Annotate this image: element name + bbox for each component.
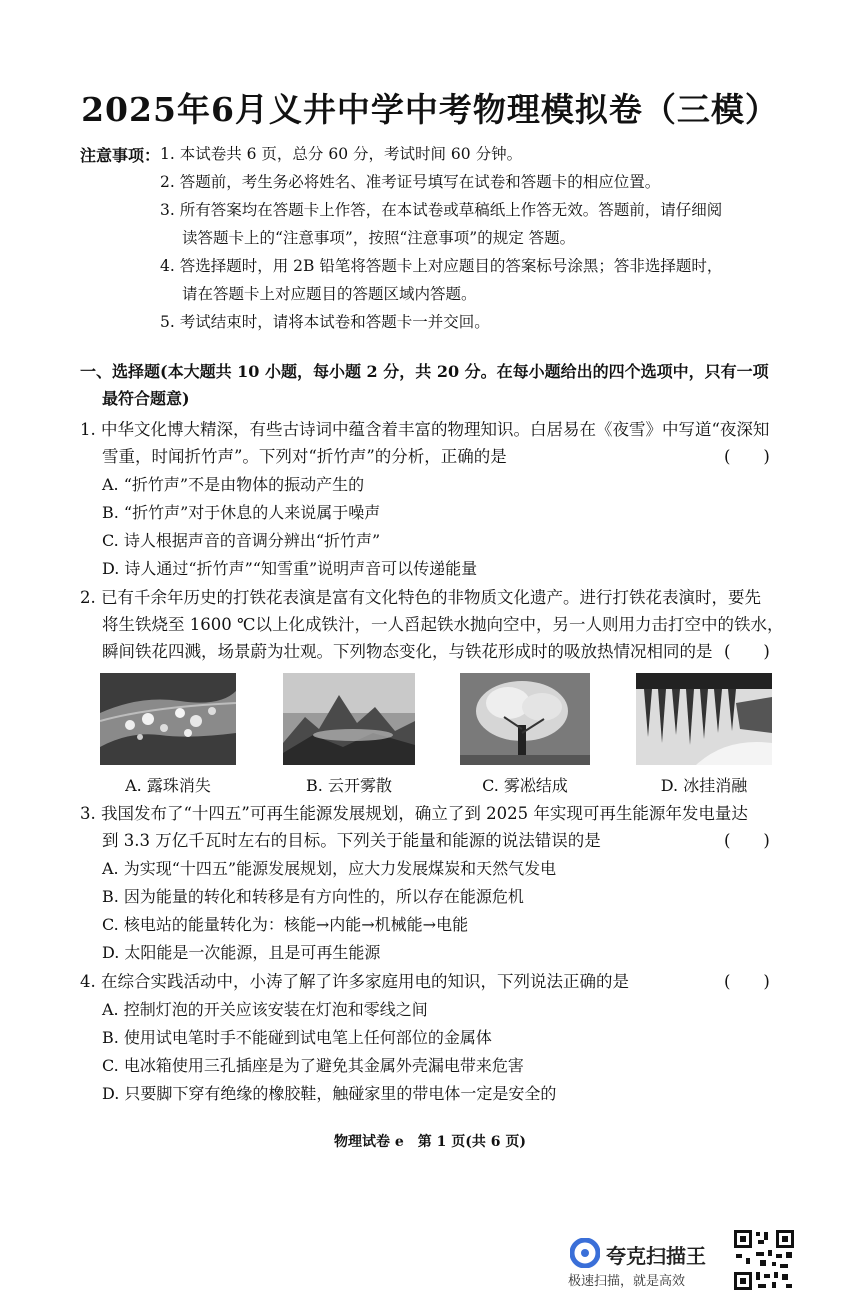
notice-heading: 注意事项： xyxy=(80,146,161,165)
answer-bracket-4: ( ) xyxy=(724,972,770,991)
q4-option-b: B. 使用试电笔时手不能碰到试电笔上任何部位的金属体 xyxy=(102,1028,492,1047)
page-footer: 物理试卷 e 第 1 页(共 6 页) xyxy=(333,1134,526,1150)
q2-option-a: A. 露珠消失 xyxy=(125,776,211,795)
notice-line-3b: 读答题卡上的“注意事项”，按照“注意事项”的规定 答题。 xyxy=(182,229,576,247)
section-heading-line-1: 一、选择题(本大题共 10 小题，每小题 2 分，共 20 分。在每小题给出的四个选项中，只有一项 xyxy=(80,362,769,381)
icicle-photo xyxy=(636,673,772,765)
q2-option-c: C. 雾凇结成 xyxy=(482,776,568,795)
question-3-line-2: 到 3.3 万亿千瓦时左右的目标。下列关于能量和能源的说法错误的是 xyxy=(102,831,601,850)
section-heading-line-2: 最符合题意) xyxy=(102,389,190,408)
question-3-line-1: 3. 我国发布了“十四五”可再生能源发展规划，确立了到 2025 年实现可再生能源年发电量达 xyxy=(80,804,748,823)
q1-option-c: C. 诗人根据声音的音调分辨出“折竹声” xyxy=(102,531,381,550)
qr-code-icon xyxy=(732,1228,796,1292)
notice-line-1: 1. 本试卷共 6 页，总分 60 分，考试时间 60 分钟。 xyxy=(160,145,523,163)
q2-option-b: B. 云开雾散 xyxy=(306,776,392,795)
question-1 xyxy=(80,416,790,470)
notice-line-5: 5. 考试结束时，请将本试卷和答题卡一并交回。 xyxy=(160,313,490,331)
question-2-line-3: 瞬间铁花四溅，场景蔚为壮观。下列物态变化，与铁花形成时的吸放热情况相同的是 xyxy=(102,642,713,661)
scanner-brand-slogan: 极速扫描，就是高效 xyxy=(568,1274,686,1289)
q1-option-d: D. 诗人通过“折竹声”“知雪重”说明声音可以传递能量 xyxy=(102,559,478,578)
scanner-watermark xyxy=(566,1236,731,1292)
q1-option-a: A. “折竹声”不是由物体的振动产生的 xyxy=(102,475,365,494)
answer-bracket-3: ( ) xyxy=(724,831,770,850)
q2-option-d: D. 冰挂消融 xyxy=(660,776,748,795)
question-4 xyxy=(80,968,720,995)
section-heading xyxy=(80,358,782,412)
q4-option-c: C. 电冰箱使用三孔插座是为了避免其金属外壳漏电带来危害 xyxy=(102,1056,524,1075)
notice-line-4b: 请在答题卡上对应题目的答题区域内答题。 xyxy=(182,285,477,303)
question-4-line-1: 4. 在综合实践活动中，小涛了解了许多家庭用电的知识，下列说法正确的是 xyxy=(80,972,629,991)
question-2 xyxy=(80,584,790,665)
q4-option-a: A. 控制灯泡的开关应该安装在灯泡和零线之间 xyxy=(102,1000,428,1019)
q3-option-a: A. 为实现“十四五”能源发展规划，应大力发展煤炭和天然气发电 xyxy=(102,859,557,878)
q4-option-d: D. 只要脚下穿有绝缘的橡胶鞋，触碰家里的带电体一定是安全的 xyxy=(102,1084,557,1103)
q3-option-b: B. 因为能量的转化和转移是有方向性的，所以存在能源危机 xyxy=(102,887,524,906)
q3-option-d: D. 太阳能是一次能源，且是可再生能源 xyxy=(102,943,381,962)
question-2-line-1: 2. 已有千余年历史的打铁花表演是富有文化特色的非物质文化遗产。进行打铁花表演时，要先 xyxy=(80,588,761,607)
q3-option-c: C. 核电站的能量转化为：核能→内能→机械能→电能 xyxy=(102,915,469,934)
notice-line-2: 2. 答题前，考生务必将姓名、准考证号填写在试卷和答题卡的相应位置。 xyxy=(160,173,661,191)
question-3 xyxy=(80,800,790,854)
rime-tree-photo xyxy=(460,673,590,765)
cloud-mountain-photo xyxy=(283,673,415,765)
page-title: 2025年6月义井中学中考物理模拟卷（三模） xyxy=(81,90,779,129)
dew-photo xyxy=(100,673,236,765)
notice-line-4: 4. 答选择题时，用 2B 铅笔将答题卡上对应题目的答案标号涂黑；答非选择题时， xyxy=(160,257,723,275)
question-1-line-2: 雪重，时闻折竹声”。下列对“折竹声”的分析，正确的是 xyxy=(102,447,507,466)
scanner-logo-icon xyxy=(570,1238,600,1268)
question-2-line-2: 将生铁烧至 1600 ℃以上化成铁汁，一人舀起铁水抛向空中，另一人则用力击打空中的铁水， xyxy=(102,615,784,634)
answer-bracket-1: ( ) xyxy=(724,447,770,466)
question-1-line-1: 1. 中华文化博大精深，有些古诗词中蕴含着丰富的物理知识。白居易在《夜雪》中写道“夜深知 xyxy=(80,420,770,439)
notice-line-3: 3. 所有答案均在答题卡上作答，在本试卷或草稿纸上作答无效。答题前，请仔细阅 xyxy=(160,201,723,219)
q1-option-b: B. “折竹声”对于休息的人来说属于噪声 xyxy=(102,503,381,522)
answer-bracket-2: ( ) xyxy=(724,642,770,661)
scanner-brand-name: 夸克扫描王 xyxy=(606,1244,706,1268)
